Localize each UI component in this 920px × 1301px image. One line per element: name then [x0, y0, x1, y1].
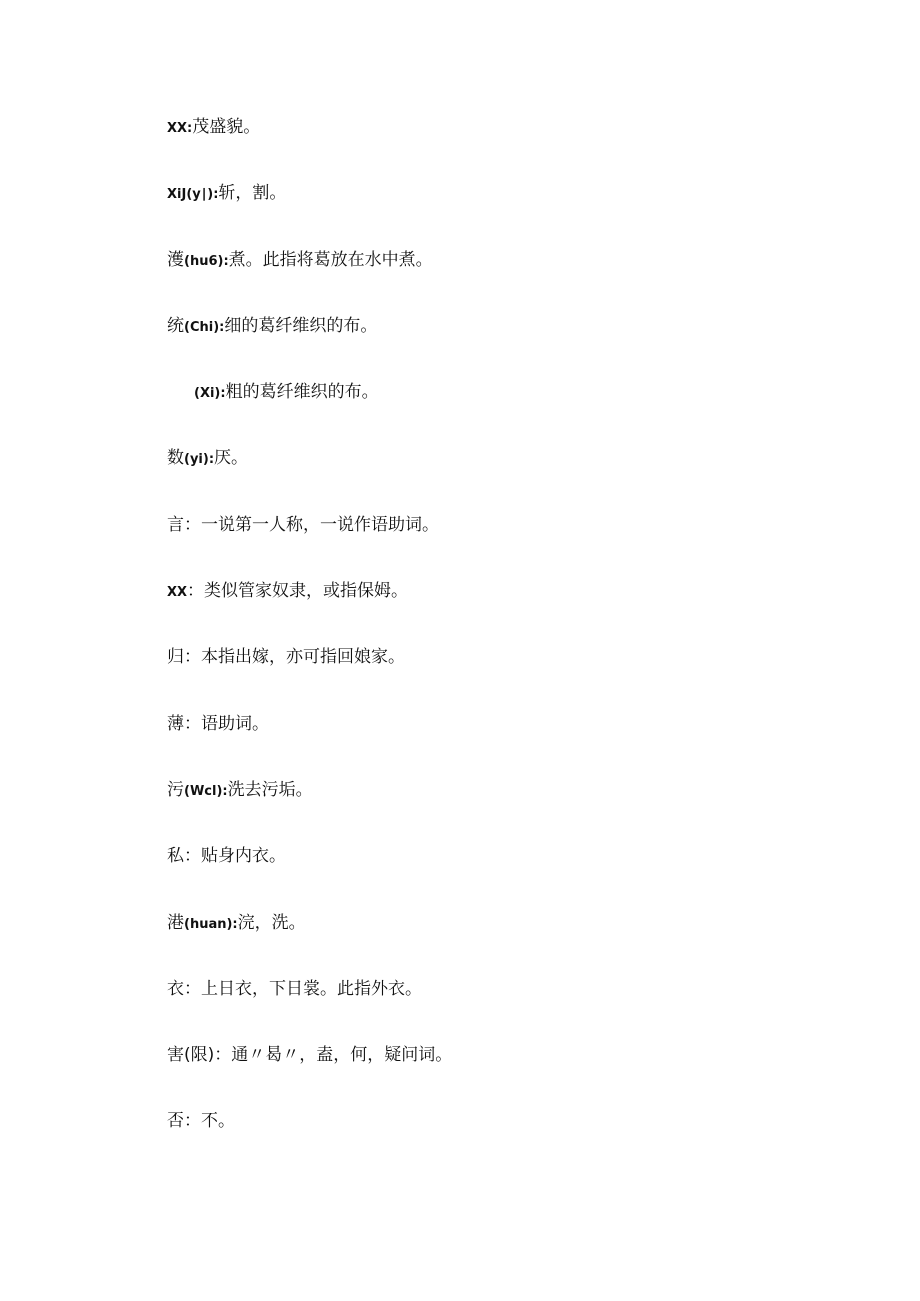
gloss-definition: 厌。 — [214, 448, 249, 469]
gloss-romanization: (hu6) — [184, 253, 224, 269]
gloss-separator: : — [187, 121, 193, 136]
gloss-term: 数 — [167, 448, 184, 469]
gloss-term: 私 — [167, 846, 184, 867]
gloss-romanization: (Wcl) — [184, 783, 223, 799]
gloss-definition: 洗去污垢。 — [227, 779, 313, 800]
gloss-separator: ： — [184, 713, 201, 734]
gloss-line — [167, 377, 452, 443]
gloss-term: 污 — [167, 779, 184, 800]
gloss-romanization: (huan) — [184, 916, 233, 932]
gloss-romanization: (yi) — [184, 452, 209, 468]
gloss-separator: : — [222, 783, 228, 799]
gloss-separator: : — [219, 319, 225, 335]
gloss-separator: ： — [184, 978, 201, 999]
gloss-romanization: XX — [167, 585, 188, 601]
gloss-definition: 通〃曷〃，盍，何，疑问词。 — [231, 1045, 453, 1066]
gloss-term: 害(限) — [167, 1045, 215, 1066]
gloss-line — [167, 245, 452, 311]
gloss-definition: 本指出嫁，亦可指回娘家。 — [201, 647, 405, 668]
gloss-line — [167, 775, 452, 841]
gloss-line — [167, 1106, 452, 1172]
gloss-separator: ： — [184, 514, 201, 535]
gloss-definition: 粗的葛纤维织的布。 — [225, 382, 379, 403]
gloss-definition: 一说第一人称，一说作语助词。 — [201, 514, 439, 535]
gloss-definition: 类似管家奴隶，或指保姆。 — [204, 581, 409, 602]
gloss-separator: : — [213, 187, 219, 203]
gloss-term: 港 — [167, 912, 184, 933]
gloss-term: 否 — [167, 1111, 184, 1132]
gloss-definition: 煮。此指将葛放在水中煮。 — [228, 249, 433, 270]
gloss-line — [167, 311, 452, 377]
gloss-list — [167, 112, 452, 1173]
gloss-separator: ： — [184, 1111, 201, 1132]
gloss-line — [167, 443, 452, 509]
gloss-separator: ： — [214, 1045, 232, 1066]
gloss-separator: : — [208, 452, 215, 468]
gloss-romanization: (Xi) — [194, 386, 221, 402]
gloss-definition: 语助词。 — [201, 713, 269, 734]
gloss-separator: : — [220, 386, 226, 402]
gloss-definition: 细的葛纤维织的布。 — [224, 315, 378, 336]
gloss-definition: 不。 — [201, 1111, 235, 1132]
gloss-line — [167, 112, 452, 178]
gloss-line — [167, 974, 452, 1040]
gloss-term: 濩 — [167, 249, 184, 270]
gloss-line — [167, 908, 452, 974]
gloss-line — [167, 1040, 452, 1106]
gloss-separator: ： — [187, 581, 205, 602]
gloss-line — [167, 642, 452, 708]
gloss-separator: ： — [184, 647, 201, 668]
gloss-separator: ： — [184, 846, 201, 867]
gloss-romanization: XX — [167, 121, 188, 136]
gloss-term: 衣 — [167, 978, 184, 999]
gloss-romanization: XiJ(y∣) — [167, 187, 214, 203]
gloss-line — [167, 841, 452, 907]
gloss-definition: 上日衣，下日裳。此指外衣。 — [201, 978, 422, 999]
gloss-term: 薄 — [167, 713, 184, 734]
gloss-term: 归 — [167, 647, 184, 668]
gloss-definition: 茂盛貌。 — [192, 117, 261, 137]
gloss-separator: : — [232, 916, 238, 932]
gloss-line — [167, 709, 452, 775]
gloss-definition: 贴身内衣。 — [201, 846, 286, 867]
gloss-definition: 斩，割。 — [218, 183, 287, 204]
gloss-line — [167, 178, 452, 244]
gloss-line — [167, 576, 452, 642]
gloss-separator: : — [223, 253, 229, 269]
gloss-line — [167, 510, 452, 576]
gloss-romanization: (Chi) — [184, 319, 220, 335]
gloss-term: 言 — [167, 514, 184, 535]
gloss-definition: 浣，洗。 — [237, 912, 306, 933]
gloss-term: 统 — [167, 315, 184, 336]
